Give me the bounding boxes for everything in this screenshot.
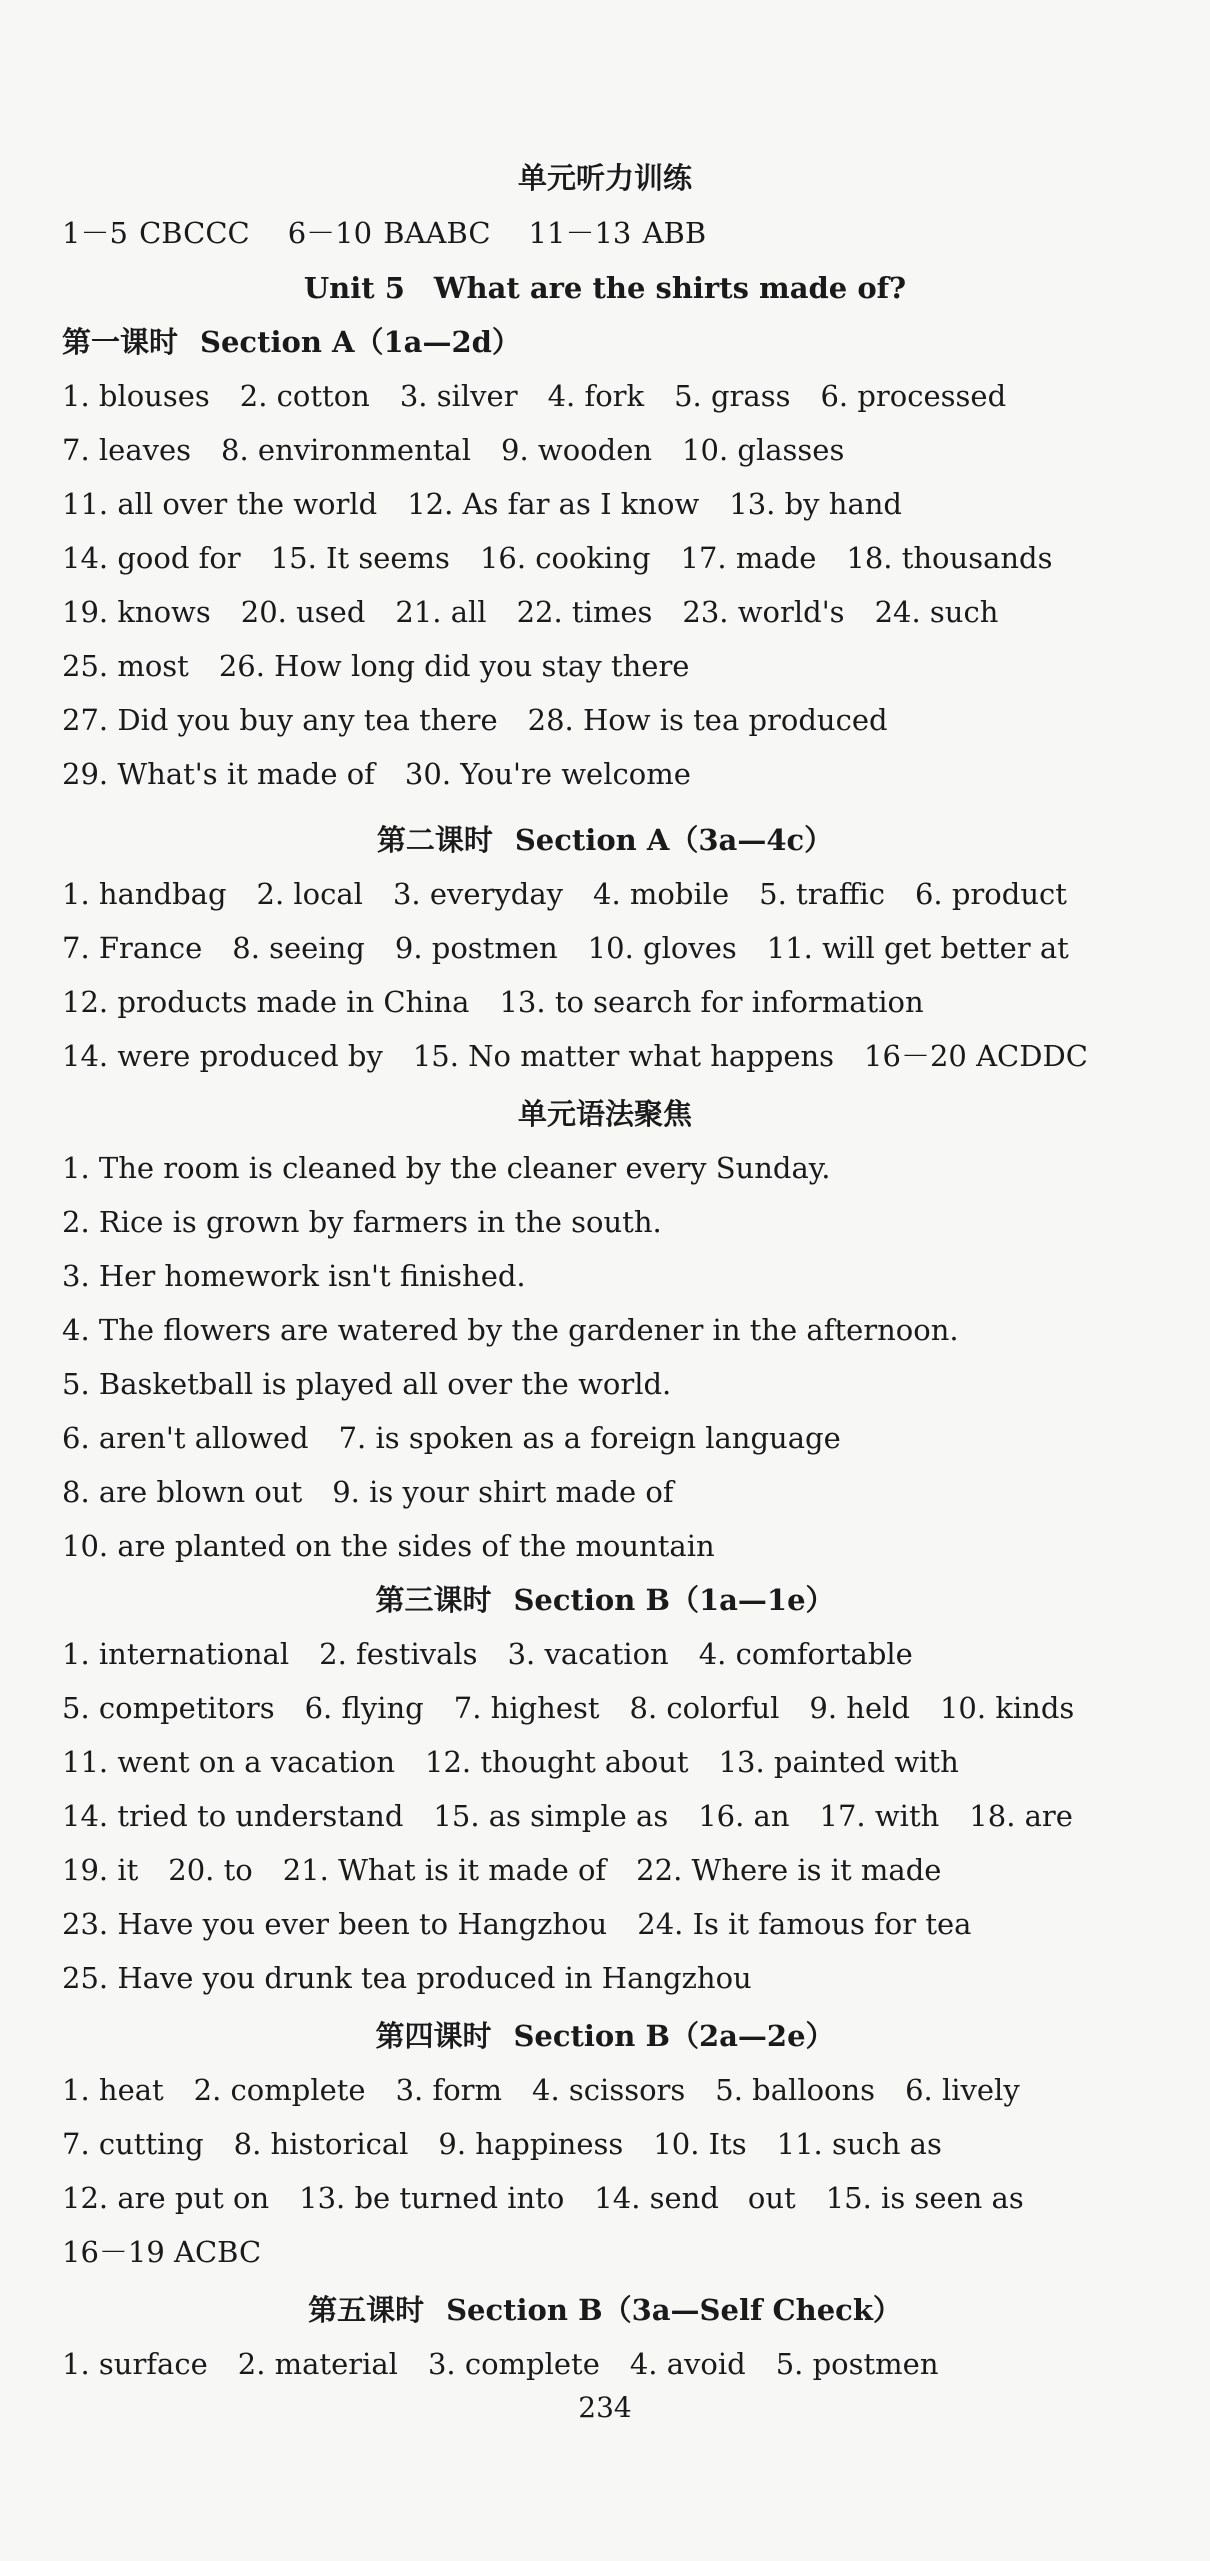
answer-item: 20. to bbox=[168, 1853, 253, 1887]
answer-line bbox=[62, 700, 1180, 740]
answer-item: 5. Basketball is played all over the world. bbox=[62, 1367, 672, 1401]
answer-item: 13. by hand bbox=[729, 487, 902, 521]
answer-item: 22. Where is it made bbox=[636, 1853, 942, 1887]
answer-item: 10. Its bbox=[653, 2127, 747, 2161]
answer-item: 24. Is it famous for tea bbox=[637, 1907, 972, 1941]
answer-line bbox=[62, 1850, 1180, 1890]
answer-line bbox=[62, 754, 1180, 794]
answer-item: 11. such as bbox=[776, 2127, 942, 2161]
answer-item: 29. What's it made of bbox=[62, 757, 375, 791]
answer-line bbox=[62, 2124, 1180, 2164]
answer-item: 1. surface bbox=[62, 2347, 208, 2381]
answer-item: 15. No matter what happens bbox=[412, 1039, 835, 1073]
answer-line bbox=[62, 1472, 1180, 1512]
answer-line bbox=[62, 1036, 1180, 1076]
answer-item: 1. handbag bbox=[62, 877, 227, 911]
answer-line bbox=[62, 1364, 1180, 1404]
answer-item: 14. good for bbox=[62, 541, 241, 575]
answer-line bbox=[62, 376, 1180, 416]
lesson-label: 第三课时 bbox=[375, 1583, 492, 1617]
answer-item: 18. thousands bbox=[846, 541, 1053, 575]
answer-item: 14. were produced by bbox=[62, 1039, 383, 1073]
answer-item: 10. kinds bbox=[939, 1691, 1075, 1725]
answer-item: 12. thought about bbox=[425, 1745, 689, 1779]
answer-item: 30. You're welcome bbox=[404, 757, 691, 791]
answer-item: 17. made bbox=[680, 541, 817, 575]
answer-item: 17. with bbox=[819, 1799, 940, 1833]
answer-item: 22. times bbox=[516, 595, 653, 629]
answer-item: 13. be turned into bbox=[299, 2181, 565, 2215]
answer-item: 2. local bbox=[256, 877, 363, 911]
answer-line bbox=[62, 2344, 1180, 2384]
answer-item: 4. scissors bbox=[532, 2073, 686, 2107]
answer-item: 16－20 ACDDC bbox=[864, 1039, 1088, 1073]
answer-item: 16. cooking bbox=[479, 541, 651, 575]
answer-item: 25. most bbox=[62, 649, 189, 683]
answer-item: 3. silver bbox=[399, 379, 518, 413]
answer-item: 20. used bbox=[240, 595, 366, 629]
answer-item: 23. Have you ever been to Hangzhou bbox=[62, 1907, 608, 1941]
answer-item: 15. is seen as bbox=[825, 2181, 1024, 2215]
answer-item: 3. vacation bbox=[507, 1637, 669, 1671]
answer-item: 9. happiness bbox=[438, 2127, 624, 2161]
section-label: Section B（3a—Self Check） bbox=[446, 2293, 902, 2327]
answer-line bbox=[62, 1418, 1180, 1458]
answer-item: 2. festivals bbox=[319, 1637, 478, 1671]
answer-item: 6－10 BAABC bbox=[287, 216, 491, 250]
lesson1-heading bbox=[62, 322, 1180, 362]
answer-item: 7. is spoken as a foreign language bbox=[338, 1421, 841, 1455]
answer-item: 24. such bbox=[874, 595, 999, 629]
answer-item: 3. Her homework isn't finished. bbox=[62, 1259, 526, 1293]
answer-item: 6. flying bbox=[304, 1691, 424, 1725]
answer-item: 25. Have you drunk tea produced in Hangzhou bbox=[62, 1961, 752, 1995]
answer-item: 18. are bbox=[969, 1799, 1073, 1833]
answer-item: 10. are planted on the sides of the mountain bbox=[62, 1529, 715, 1563]
answer-item: 4. comfortable bbox=[698, 1637, 913, 1671]
answer-line bbox=[62, 1634, 1180, 1674]
answer-line bbox=[62, 430, 1180, 470]
answer-item: 16－19 ACBC bbox=[62, 2235, 262, 2269]
answer-item: 8. colorful bbox=[629, 1691, 780, 1725]
answer-line bbox=[62, 1904, 1180, 1944]
answer-line bbox=[62, 2070, 1180, 2110]
answer-item: 16. an bbox=[698, 1799, 790, 1833]
answer-item: 1. The room is cleaned by the cleaner every Sunday. bbox=[62, 1151, 831, 1185]
answer-item: 9. is your shirt made of bbox=[332, 1475, 674, 1509]
answer-item: 11. will get better at bbox=[766, 931, 1069, 965]
answer-line bbox=[62, 1526, 1180, 1566]
answer-item: 6. lively bbox=[905, 2073, 1020, 2107]
answer-item: 5. balloons bbox=[715, 2073, 876, 2107]
answer-line bbox=[62, 1256, 1180, 1296]
lesson4-heading bbox=[0, 2016, 1210, 2056]
answer-item: 12. As far as I know bbox=[407, 487, 700, 521]
answer-line bbox=[62, 1310, 1180, 1350]
answer-item: 7. cutting bbox=[62, 2127, 204, 2161]
answer-line bbox=[62, 928, 1180, 968]
answer-item: 9. held bbox=[809, 1691, 910, 1725]
answer-item: 5. grass bbox=[674, 379, 791, 413]
answer-item: 10. glasses bbox=[682, 433, 845, 467]
lesson-label: 第二课时 bbox=[376, 823, 493, 857]
answer-item: 9. wooden bbox=[501, 433, 653, 467]
answer-item: 3. everyday bbox=[392, 877, 564, 911]
answer-line bbox=[62, 874, 1180, 914]
answer-item: 8. are blown out bbox=[62, 1475, 303, 1509]
section-label: Section A（1a—2d） bbox=[200, 325, 521, 359]
answer-item: 5. traffic bbox=[759, 877, 885, 911]
unit-title: Unit 5 What are the shirts made of? bbox=[303, 271, 907, 305]
answer-item: 14. send out bbox=[594, 2181, 796, 2215]
answer-item: 1. blouses bbox=[62, 379, 210, 413]
answer-item: 7. highest bbox=[453, 1691, 600, 1725]
answer-line bbox=[62, 1958, 1180, 1998]
listening-title: 单元听力训练 bbox=[517, 161, 692, 195]
answer-item: 1. international bbox=[62, 1637, 290, 1671]
answer-item: 14. tried to understand bbox=[62, 1799, 404, 1833]
answer-item: 15. as simple as bbox=[433, 1799, 669, 1833]
answer-line bbox=[62, 592, 1180, 632]
answer-item: 9. postmen bbox=[394, 931, 558, 965]
answer-line bbox=[62, 1796, 1180, 1836]
lesson5-heading bbox=[0, 2290, 1210, 2330]
answer-item: 7. leaves bbox=[62, 433, 192, 467]
answer-item: 1. heat bbox=[62, 2073, 164, 2107]
answer-item: 2. material bbox=[237, 2347, 398, 2381]
answer-item: 11. went on a vacation bbox=[62, 1745, 396, 1779]
answer-item: 8. environmental bbox=[221, 433, 471, 467]
lesson-label: 第四课时 bbox=[375, 2019, 492, 2053]
answer-item: 3. complete bbox=[427, 2347, 600, 2381]
answer-line bbox=[62, 1202, 1180, 1242]
answer-item: 11. all over the world bbox=[62, 487, 378, 521]
answer-item: 8. seeing bbox=[232, 931, 365, 965]
answer-item: 10. gloves bbox=[587, 931, 737, 965]
answer-item: 12. are put on bbox=[62, 2181, 270, 2215]
lesson-label: 第一课时 bbox=[62, 325, 179, 359]
answer-item: 11－13 ABB bbox=[528, 216, 707, 250]
answer-line bbox=[62, 1688, 1180, 1728]
answer-item: 6. aren't allowed bbox=[62, 1421, 309, 1455]
answer-item: 1－5 CBCCC bbox=[62, 216, 250, 250]
lesson2-heading bbox=[0, 820, 1210, 860]
answer-item: 7. France bbox=[62, 931, 203, 965]
answer-item: 19. it bbox=[62, 1853, 139, 1887]
answer-item: 21. What is it made of bbox=[282, 1853, 607, 1887]
answer-item: 4. mobile bbox=[593, 877, 730, 911]
section-label: Section B（2a—2e） bbox=[513, 2019, 835, 2053]
answer-line bbox=[62, 1742, 1180, 1782]
answer-item: 5. competitors bbox=[62, 1691, 275, 1725]
answer-item: 4. The flowers are watered by the gardener in the afternoon. bbox=[62, 1313, 959, 1347]
answer-line bbox=[62, 2178, 1180, 2218]
answer-item: 15. It seems bbox=[270, 541, 450, 575]
answer-item: 4. fork bbox=[547, 379, 645, 413]
answer-item: 6. processed bbox=[820, 379, 1007, 413]
answer-item: 23. world's bbox=[682, 595, 845, 629]
grammar-title: 单元语法聚焦 bbox=[517, 1097, 692, 1131]
answer-line bbox=[62, 538, 1180, 578]
answer-line bbox=[62, 982, 1180, 1022]
answer-item: 13. to search for information bbox=[499, 985, 924, 1019]
answer-line bbox=[62, 484, 1180, 524]
section-label: Section B（1a—1e） bbox=[513, 1583, 835, 1617]
answer-item: 19. knows bbox=[62, 595, 211, 629]
answer-item: 12. products made in China bbox=[62, 985, 470, 1019]
answer-item: 13. painted with bbox=[718, 1745, 959, 1779]
answer-item: 3. form bbox=[395, 2073, 503, 2107]
answer-item: 27. Did you buy any tea there bbox=[62, 703, 498, 737]
answer-item: 21. all bbox=[395, 595, 487, 629]
lesson3-heading bbox=[0, 1580, 1210, 1620]
listening-answers bbox=[62, 213, 1180, 253]
section-label: Section A（3a—4c） bbox=[514, 823, 834, 857]
answer-item: 2. complete bbox=[193, 2073, 366, 2107]
answer-line bbox=[62, 1148, 1180, 1188]
answer-item: 8. historical bbox=[233, 2127, 409, 2161]
answer-item: 4. avoid bbox=[629, 2347, 746, 2381]
answer-item: 26. How long did you stay there bbox=[218, 649, 690, 683]
answer-item: 5. postmen bbox=[775, 2347, 939, 2381]
answer-item: 2. cotton bbox=[239, 379, 370, 413]
answer-item: 28. How is tea produced bbox=[527, 703, 888, 737]
lesson-label: 第五课时 bbox=[308, 2293, 425, 2327]
answer-line bbox=[62, 2232, 1180, 2272]
answer-item: 6. product bbox=[914, 877, 1067, 911]
answer-line bbox=[62, 646, 1180, 686]
page-number: 234 bbox=[578, 2391, 632, 2424]
answer-item: 2. Rice is grown by farmers in the south. bbox=[62, 1205, 662, 1239]
